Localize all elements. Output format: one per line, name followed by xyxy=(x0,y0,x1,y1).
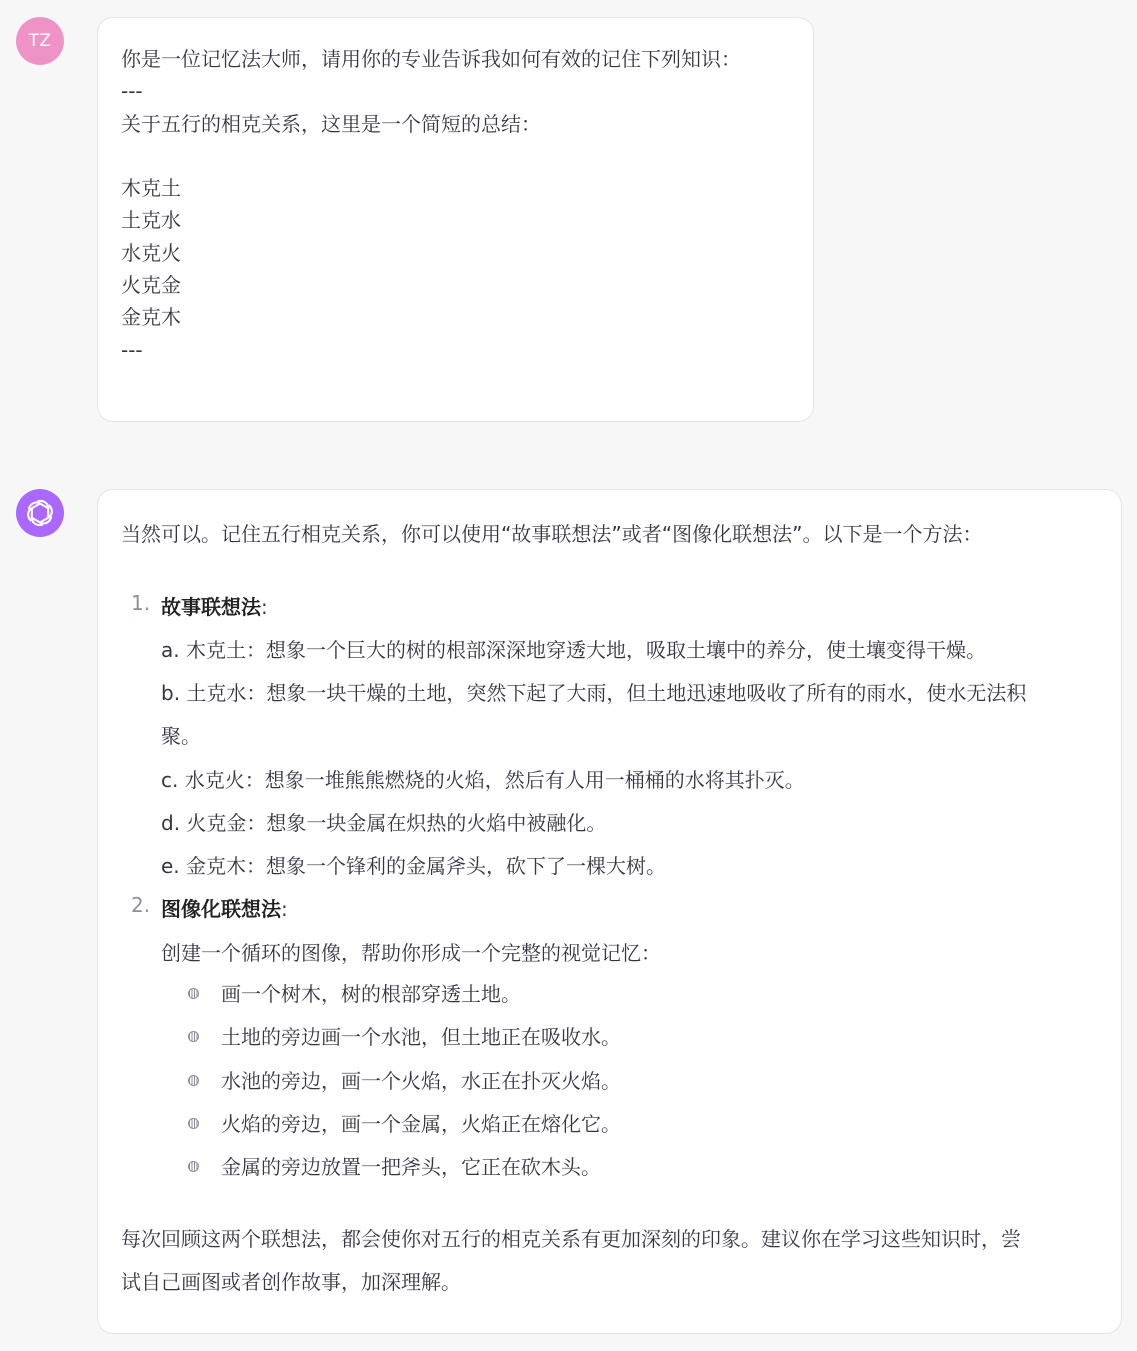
bullet-text: 金属的旁边放置一把斧头，它正在砍木头。 xyxy=(221,1154,601,1179)
assistant-outro xyxy=(121,1218,1098,1304)
bullet-item xyxy=(161,1016,1098,1059)
bullet-item xyxy=(161,1103,1098,1146)
user-message-body xyxy=(121,43,790,366)
outro-line: 每次回顾这两个联想法，都会使你对五行的相克关系有更加深刻的印象。建议你在学习这些知识时，尝 xyxy=(121,1227,1021,1252)
list-number: 1. xyxy=(131,591,151,615)
bullet-item xyxy=(161,1060,1098,1103)
method-list-item xyxy=(121,591,1098,888)
bullet-icon xyxy=(188,1031,199,1042)
bullet-text: 火焰的旁边，画一个金属，火焰正在熔化它。 xyxy=(221,1111,621,1136)
assistant-intro: 当然可以。记住五行相克关系，你可以使用“故事联想法”或者“图像化联想法”。以下是一个方法： xyxy=(121,522,983,546)
user-message-line: --- xyxy=(121,337,143,362)
method-title: 故事联想法 xyxy=(161,595,261,619)
method-title: 图像化联想法 xyxy=(161,897,281,922)
user-avatar-initials: TZ xyxy=(28,31,52,51)
user-message-line: 木克土 xyxy=(121,176,181,201)
story-item: e. 金克木：想象一个锋利的金属斧头，砍下了一棵大树。 xyxy=(161,853,667,878)
story-item: c. 水克火：想象一堆熊熊燃烧的火焰，然后有人用一桶桶的水将其扑灭。 xyxy=(161,767,805,792)
bullet-icon xyxy=(188,1118,199,1129)
bullet-text: 水池的旁边，画一个火焰，水正在扑灭火焰。 xyxy=(221,1068,621,1093)
user-message xyxy=(97,17,814,422)
user-message-line: 金克木 xyxy=(121,305,181,330)
bullet-text: 土地的旁边画一个水池，但土地正在吸收水。 xyxy=(221,1025,621,1050)
bullet-icon xyxy=(188,1075,199,1086)
method-list-item xyxy=(121,893,1098,1189)
bullet-icon xyxy=(188,988,199,999)
bullet-icon xyxy=(188,1161,199,1172)
openai-logo-icon xyxy=(25,498,55,528)
outro-line: 试自己画图或者创作故事，加深理解。 xyxy=(121,1270,461,1295)
method-description: 创建一个循环的图像，帮助你形成一个完整的视觉记忆： xyxy=(161,941,661,966)
assistant-avatar xyxy=(16,489,64,537)
bullet-text: 画一个树木，树的根部穿透土地。 xyxy=(221,982,521,1007)
story-item-continuation: 聚。 xyxy=(161,724,201,749)
user-avatar xyxy=(16,17,64,65)
user-message-line: 关于五行的相克关系，这里是一个简短的总结： xyxy=(121,111,541,136)
assistant-message xyxy=(97,489,1122,1334)
user-message-line: --- xyxy=(121,79,143,104)
image-bullet-list xyxy=(161,973,1098,1189)
story-item: b. 土克水：想象一块干燥的土地，突然下起了大雨，但土地迅速地吸收了所有的雨水，使水无法积 xyxy=(161,681,1027,706)
assistant-message-body xyxy=(121,518,1098,1304)
method-title-suffix: : xyxy=(281,897,288,922)
user-message-line: 土克水 xyxy=(121,208,181,233)
user-message-line: 火克金 xyxy=(121,273,181,298)
story-item: a. 木克土：想象一个巨大的树的根部深深地穿透大地，吸取土壤中的养分，使土壤变得干燥。 xyxy=(161,638,986,662)
bullet-item xyxy=(161,973,1098,1016)
method-title-suffix: : xyxy=(261,595,268,619)
user-message-line xyxy=(121,140,790,172)
bullet-item xyxy=(161,1146,1098,1189)
story-item: d. 火克金：想象一块金属在炽热的火焰中被融化。 xyxy=(161,810,607,835)
list-number: 2. xyxy=(131,893,151,918)
user-message-line: 你是一位记忆法大师，请用你的专业告诉我如何有效的记住下列知识： xyxy=(121,47,741,71)
user-message-line: 水克火 xyxy=(121,240,181,265)
